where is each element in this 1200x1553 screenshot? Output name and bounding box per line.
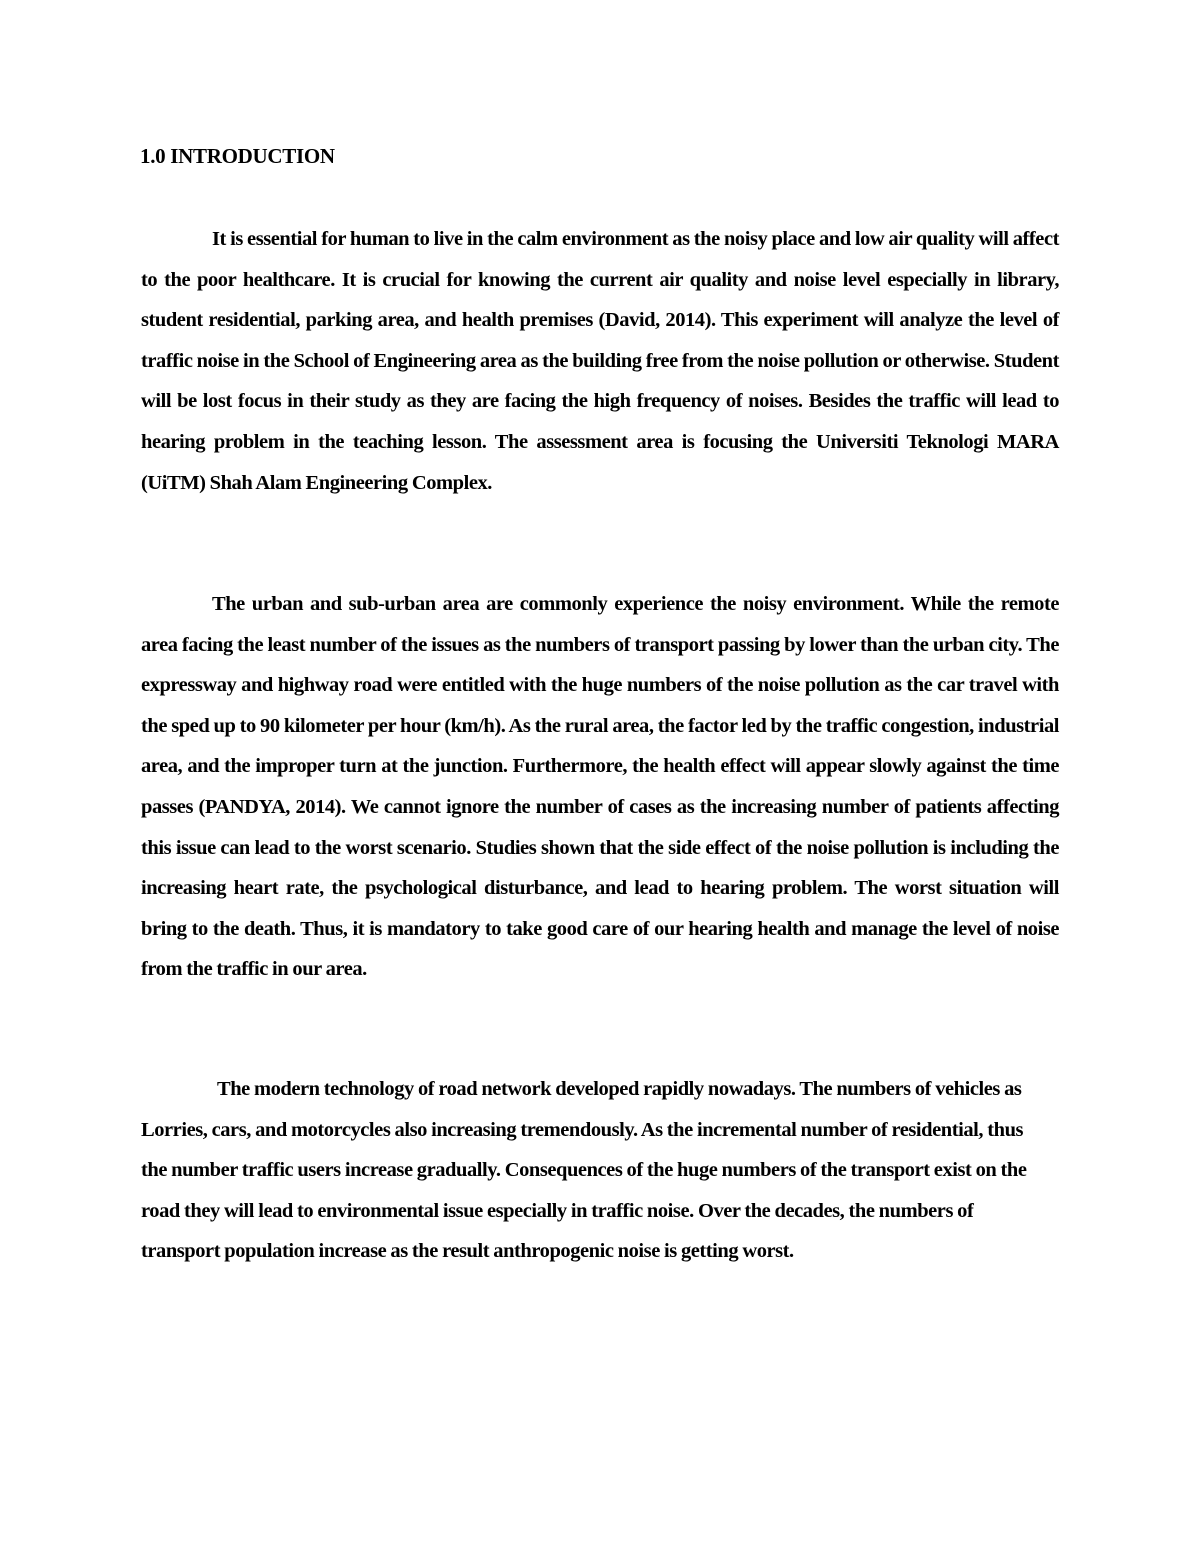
paragraph-1: It is essential for human to live in the calm environment as the noisy place and low air quality will affect to the poor healthcare. It is crucial for knowing the current air quality and noise level especially in library, student residential, parking area, and health premises (David, 2014). This experiment will analyze the level of traffic noise in the School of Engineering area as the building free from the noise pollution or otherwise. Student will be lost focus in their study as they are facing the high frequency of noises. Besides the traffic will lead to hearing problem in the teaching lesson. The assessment area is focusing the Universiti Teknologi MARA (UiTM) Shah Alam Engineering Complex. [141,228,1059,494]
paragraph-2: The urban and sub-urban area are commonly experience the noisy environment. While the remote area facing the least number of the issues as the numbers of transport passing by lower than the urban city. The expressway and highway road were entitled with the huge numbers of the noise pollution as the car travel with the sped up to 90 kilometer per hour (km/h). As the rural area, the factor led by the traffic congestion, industrial area, and the improper turn at the junction. Furthermore, the health effect will appear slowly against the time passes (PANDYA, 2014). We cannot ignore the number of cases as the increasing number of patients affecting this issue can lead to the worst scenario. Studies shown that the side effect of the noise pollution is including the increasing heart rate, the psychological disturbance, and lead to hearing problem. The worst situation will bring to the death. Thus, it is mandatory to take good care of our hearing health and manage the level of noise from the traffic in our area. [141,593,1059,981]
section-heading: 1.0 INTRODUCTION [140,144,335,168]
paragraph-3: The modern technology of road network developed rapidly nowadays. The numbers of vehicles as Lorries, cars, and motorcycles also increasing tremendously. As the incremental number of residential, thus the number traffic users increase gradually. Consequences of the huge numbers of the transport exist on the road they will lead to environmental issue especially in traffic noise. Over the decades, the numbers of transport population increase as the result anthropogenic noise is getting worst. [141,1078,1027,1263]
